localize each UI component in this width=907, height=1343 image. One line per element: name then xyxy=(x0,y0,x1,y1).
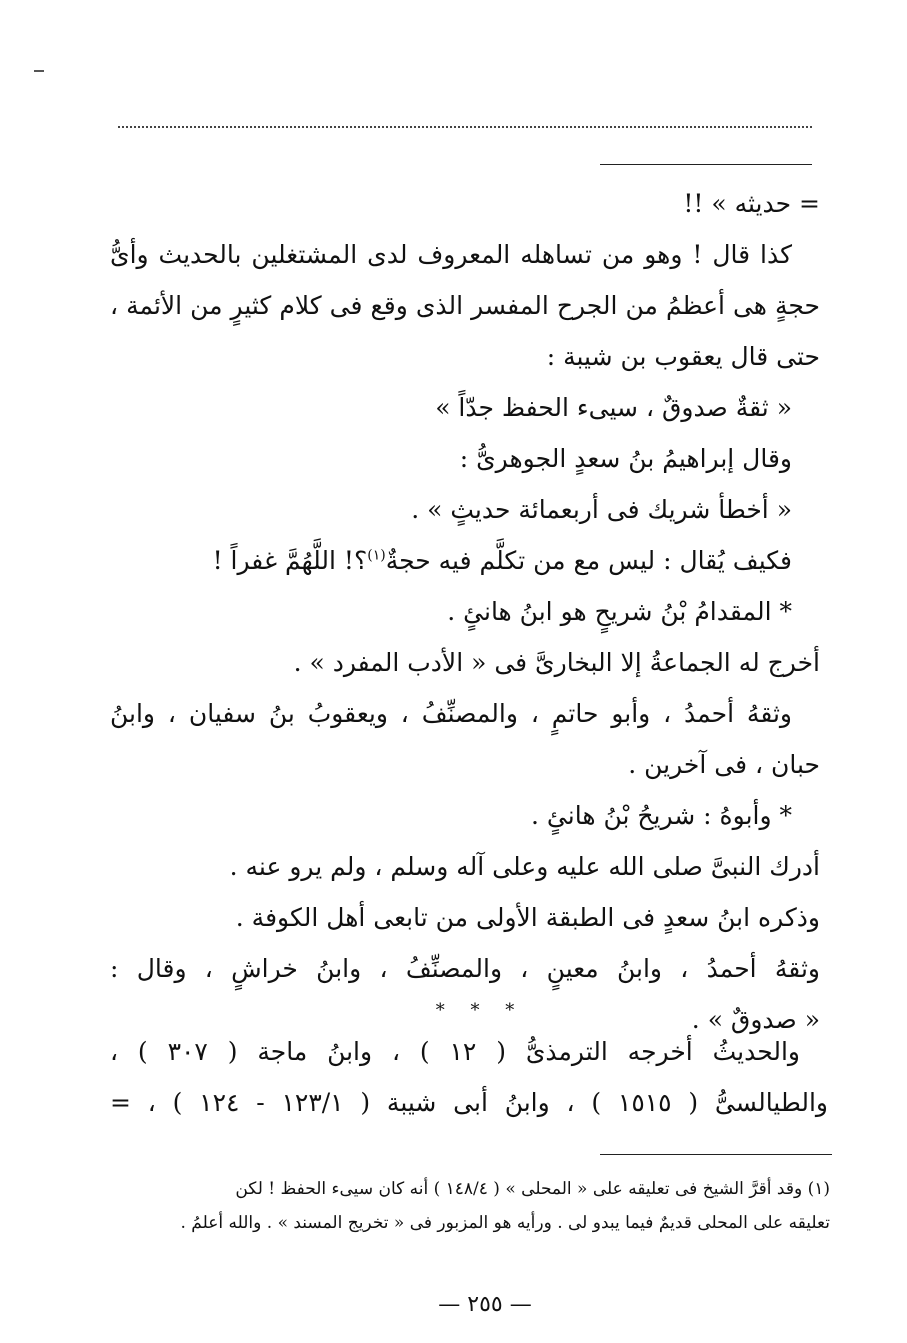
quote-line: « ثقةٌ صدوقٌ ، سيىء الحفظ جدّاً » xyxy=(435,393,792,422)
footnote-marker: (١) xyxy=(367,547,386,564)
text-line: وذكره ابنُ سعدٍ فى الطبقة الأولى من تابعى أهل الكوفة . xyxy=(235,903,820,932)
closing-text xyxy=(110,1026,828,1128)
text-line: كذا قال ! وهو من تساهله المعروف لدى المشتغلين بالحديث وأىُّ xyxy=(110,240,792,269)
page-number: — ٢٥٥ — xyxy=(438,1292,532,1317)
stray-mark xyxy=(34,70,44,72)
text-line: وثقهُ أحمدُ ، وأبو حاتمٍ ، والمصنِّفُ ، ويعقوبُ بنُ سفيان ، وابنُ xyxy=(110,699,792,728)
quote-line: « صدوقٌ » . xyxy=(691,1005,820,1034)
text-line: أخرج له الجماعةُ إلا البخارىَّ فى « الأدب المفرد » . xyxy=(293,648,820,677)
text-line: والطيالسىُّ ( ١٥١٥ ) ، وابنُ أبى شيبة ( ١٢٣/١ - ١٢٤ ) ، = xyxy=(110,1088,828,1117)
text-line: أدرك النبىَّ صلى الله عليه وعلى آله وسلم ، ولم يرو عنه . xyxy=(229,852,820,881)
footnote xyxy=(130,1172,830,1240)
text-line: والحديثُ أخرجه الترمذىُّ ( ١٢ ) ، وابنُ ماجة ( ٣٠٧ ) ، xyxy=(110,1037,801,1066)
footnote-line: تعليقه على المحلى قديمٌ فيما يبدو لى . ورأيه هو المزبور فى « تخريج المسند » . والله أعلمُ . xyxy=(180,1213,830,1233)
main-text xyxy=(110,178,820,1045)
text-segment: فكيف يُقال : ليس مع من تكلَّم فيه حجةٌ xyxy=(385,546,792,575)
footnote-line: (١) وقد أقرَّ الشيخ فى تعليقه على « المحلى » ( ١٤٨/٤ ) أنه كان سيىء الحفظ ! لكن xyxy=(235,1179,830,1199)
narrator-heading: * المقدامُ بْنُ شريحٍ هو ابنُ هانئٍ . xyxy=(447,597,792,626)
header-dotted-rule xyxy=(118,126,812,128)
text-line: حجةٍ هى أعظمُ من الجرح المفسر الذى وقع فى كلام كثيرٍ من الأئمة ، xyxy=(110,291,820,320)
quote-line: « أخطأ شريك فى أربعمائة حديثٍ » . xyxy=(411,495,792,524)
text-line: وقال إبراهيمُ بنُ سعدٍ الجوهرىُّ : xyxy=(459,444,792,473)
text-segment: ؟! اللَّهُمَّ غفراً ! xyxy=(212,546,368,575)
narrator-heading: * وأبوهُ : شريحُ بْنُ هانئٍ . xyxy=(531,801,792,830)
text-line: وثقهُ أحمدُ ، وابنُ معينٍ ، والمصنِّفُ ، وابنُ خراشٍ ، وقال : xyxy=(110,954,820,983)
section-separator: * * * xyxy=(435,1000,525,1021)
text-line: حتى قال يعقوب بن شيبة : xyxy=(546,342,820,371)
text-line: = حديثه » !! xyxy=(683,189,820,218)
text-line: حبان ، فى آخرين . xyxy=(628,750,820,779)
text-line xyxy=(110,535,820,586)
continuation-rule xyxy=(600,164,812,165)
footnote-rule xyxy=(600,1154,832,1155)
